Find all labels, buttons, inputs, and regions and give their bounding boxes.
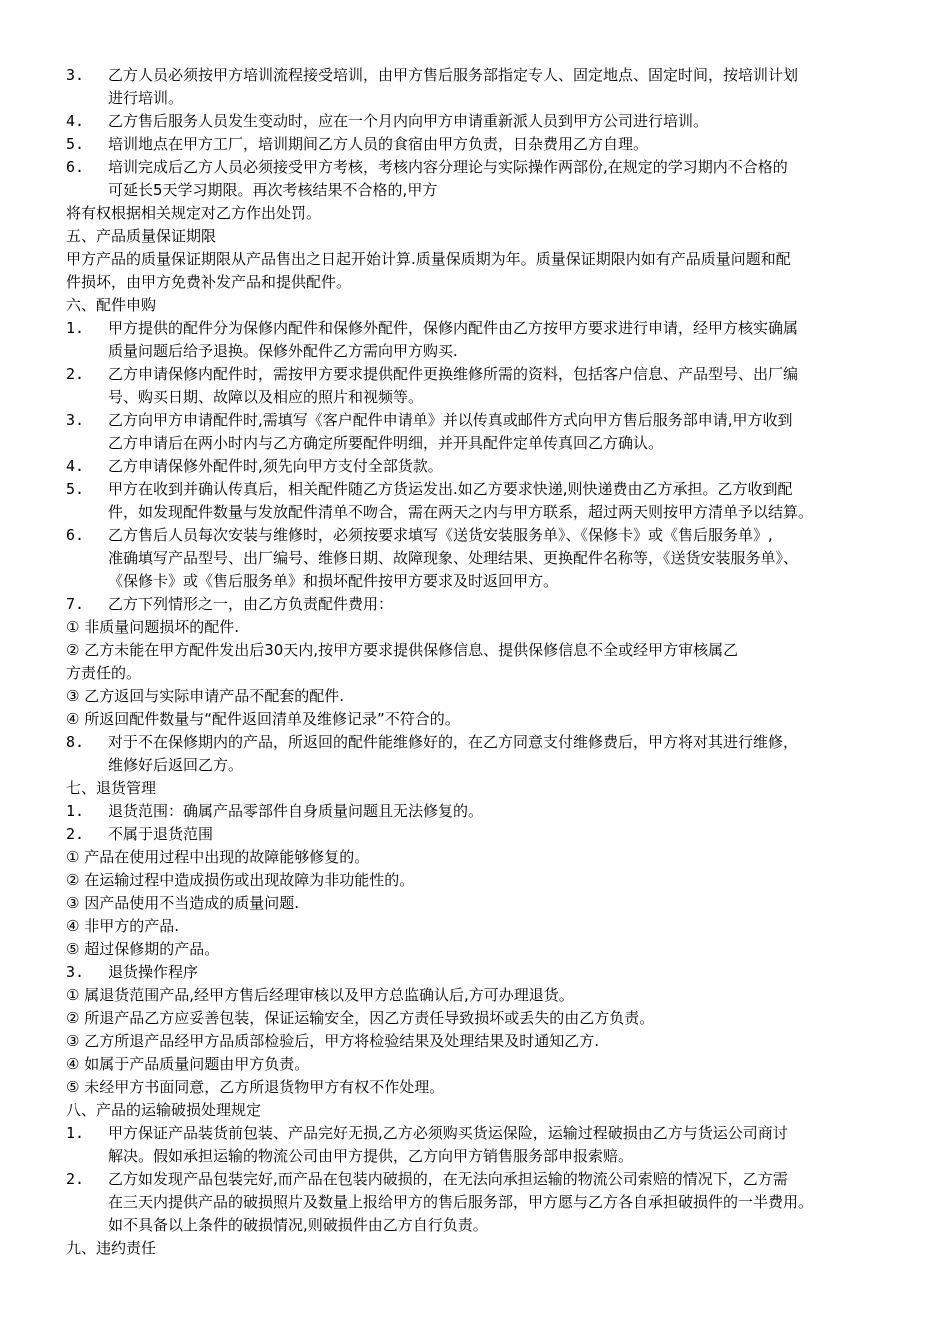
paragraph-line: ③ 乙方所退产品经甲方品质部检验后，甲方将检验结果及处理结果及时通知乙方. [66, 1032, 599, 1050]
paragraph-line: ③ 乙方返回与实际申请产品不配套的配件. [66, 687, 344, 705]
item-text [108, 1122, 896, 1168]
item-line: 可延长5天学习期限。再次考核结果不合格的,甲方 [108, 181, 438, 199]
numbered-item [66, 1122, 896, 1168]
item-line: 件，如发现配件数量与发放配件清单不吻合，需在两天之内与甲方联系，超过两天则按甲方清单予以结算。 [108, 503, 814, 521]
item-text [108, 593, 896, 616]
item-line: 乙方售后人员每次安装与维修时，必须按要求填写《送货安装服务单》、《保修卡》或《售后服务单》, [108, 526, 773, 544]
numbered-item [66, 64, 896, 110]
item-line: 《保修卡》或《售后服务单》和损坏配件按甲方要求及时返回甲方。 [108, 572, 559, 590]
item-line: 号、购买日期、故障以及相应的照片和视频等。 [108, 388, 424, 406]
item-line: 如不具备以上条件的破损情况,则破损件由乙方自行负责。 [108, 1216, 488, 1234]
item-text [108, 110, 896, 133]
item-line: 乙方人员必须按甲方培训流程接受培训，由甲方售后服务部指定专人、固定地点、固定时间，按培训计划 [108, 66, 799, 84]
item-number: 3. [66, 963, 85, 981]
numbered-item [66, 133, 896, 156]
paragraph-line: ② 在运输过程中造成损伤或出现故障为非功能性的。 [66, 871, 415, 889]
paragraph-line: ④ 如属于产品质量问题由甲方负责。 [66, 1055, 310, 1073]
item-text [108, 1168, 896, 1237]
item-line: 进行培训。 [108, 89, 184, 107]
paragraph-line: ④ 非甲方的产品. [66, 917, 179, 935]
item-number: 2. [66, 365, 85, 383]
item-number: 3. [66, 66, 85, 84]
item-number: 8. [66, 733, 85, 751]
item-number: 2. [66, 1170, 85, 1188]
item-text [108, 800, 896, 823]
item-line: 乙方售后服务人员发生变动时，应在一个月内向甲方申请重新派人员到甲方公司进行培训。 [108, 112, 709, 130]
item-text [108, 455, 896, 478]
item-line: 甲方在收到并确认传真后，相关配件随乙方货运发出.如乙方要求快递,则快递费由乙方承担。乙方收到配 [108, 480, 793, 498]
item-line: 乙方如发现产品包装完好,而产品在包装内破损的，在无法向承担运输的物流公司索赔的情况下，乙方需 [108, 1170, 788, 1188]
numbered-item [66, 800, 896, 823]
item-line: 在三天内提供产品的破损照片及数量上报给甲方的售后服务部，甲方愿与乙方各自承担破损件的一半费用。 [108, 1193, 814, 1211]
item-number: 4. [66, 112, 85, 130]
numbered-item [66, 1168, 896, 1237]
numbered-item [66, 731, 896, 777]
item-number: 4. [66, 457, 85, 475]
numbered-item [66, 409, 896, 455]
paragraph-line: ⑤ 超过保修期的产品。 [66, 940, 220, 958]
section-heading: 六、配件申购 [66, 296, 157, 314]
item-line: 退货范围：确属产品零部件自身质量问题且无法修复的。 [108, 802, 484, 820]
item-line: 解决。假如承担运输的物流公司由甲方提供，乙方向甲方销售服务部申报索赔。 [108, 1147, 634, 1165]
paragraph-line: ② 所退产品乙方应妥善包装，保证运输安全，因乙方责任导致损坏或丢失的由乙方负责。 [66, 1009, 655, 1027]
numbered-item [66, 156, 896, 202]
paragraph-line: ⑤ 未经甲方书面同意，乙方所退货物甲方有权不作处理。 [66, 1078, 445, 1096]
item-text [108, 961, 896, 984]
item-line: 乙方向甲方申请配件时,需填写《客户配件申请单》并以传真或邮件方式向甲方售后服务部申请,甲方收到 [108, 411, 793, 429]
paragraph-line: ① 产品在使用过程中出现的故障能够修复的。 [66, 848, 370, 866]
item-line: 退货操作程序 [108, 963, 199, 981]
item-text [108, 524, 896, 593]
paragraph-line: 将有权根据相关规定对乙方作出处罚。 [66, 204, 322, 222]
item-line: 乙方申请保修外配件时,须先向甲方支付全部货款。 [108, 457, 443, 475]
paragraph-line: ① 非质量问题损坏的配件. [66, 618, 239, 636]
item-number: 2. [66, 825, 85, 843]
item-line: 质量问题后给予退换。保修外配件乙方需向甲方购买. [108, 342, 458, 360]
numbered-item [66, 317, 896, 363]
item-line: 培训地点在甲方工厂，培训期间乙方人员的食宿由甲方负责，日杂费用乙方自理。 [108, 135, 649, 153]
item-text [108, 478, 896, 524]
item-text [108, 363, 896, 409]
item-number: 1. [66, 319, 85, 337]
item-line: 乙方申请保修内配件时，需按甲方要求提供配件更换维修所需的资料，包括客户信息、产品型号、出厂编 [108, 365, 799, 383]
paragraph-line: ④ 所返回配件数量与“配件返回清单及维修记录”不符合的。 [66, 710, 460, 728]
item-line: 维修好后返回乙方。 [108, 756, 244, 774]
paragraph-line: 甲方产品的质量保证期限从产品售出之日起开始计算.质量保质期为年。质量保证期限内如有产品质量问题和配 [66, 250, 791, 268]
document-page [66, 64, 896, 1260]
item-text [108, 64, 896, 110]
numbered-item [66, 823, 896, 846]
item-line: 不属于退货范围 [108, 825, 214, 843]
item-number: 3. [66, 411, 85, 429]
numbered-item [66, 455, 896, 478]
paragraph-line: 件损坏，由甲方免费补发产品和提供配件。 [66, 273, 352, 291]
item-line: 甲方提供的配件分为保修内配件和保修外配件，保修内配件由乙方按甲方要求进行申请，经甲方核实确属 [108, 319, 799, 337]
item-text [108, 731, 896, 777]
item-number: 5. [66, 135, 85, 153]
item-text [108, 317, 896, 363]
item-number: 1. [66, 802, 85, 820]
item-number: 5. [66, 480, 85, 498]
numbered-item [66, 524, 896, 593]
item-number: 6. [66, 526, 85, 544]
item-text [108, 133, 896, 156]
item-line: 对于不在保修期内的产品，所返回的配件能维修好的，在乙方同意支付维修费后，甲方将对其进行维修， [108, 733, 799, 751]
numbered-item [66, 961, 896, 984]
item-line: 乙方申请后在两小时内与乙方确定所要配件明细，并开具配件定单传真回乙方确认。 [108, 434, 664, 452]
item-text [108, 156, 896, 202]
item-number: 1. [66, 1124, 85, 1142]
item-line: 准确填写产品型号、出厂编号、维修日期、故障现象、处理结果、更换配件名称等，《送货安装服务单》、 [108, 549, 799, 567]
item-number: 6. [66, 158, 85, 176]
section-heading: 七、退货管理 [66, 779, 157, 797]
numbered-item [66, 593, 896, 616]
paragraph-line: ② 乙方未能在甲方配件发出后30天内,按甲方要求提供保修信息、提供保修信息不全或经甲方审核属乙 [66, 641, 739, 659]
item-text [108, 409, 896, 455]
paragraph-line: ③ 因产品使用不当造成的质量问题. [66, 894, 299, 912]
item-line: 甲方保证产品装货前包装、产品完好无损,乙方必须购买货运保险，运输过程破损由乙方与货运公司商讨 [108, 1124, 788, 1142]
section-heading: 九、违约责任 [66, 1239, 157, 1257]
paragraph-line: ① 属退货范围产品,经甲方售后经理审核以及甲方总监确认后,方可办理退货。 [66, 986, 574, 1004]
item-line: 乙方下列情形之一，由乙方负责配件费用： [108, 595, 394, 613]
numbered-item [66, 478, 896, 524]
section-heading: 八、产品的运输破损处理规定 [66, 1101, 262, 1119]
paragraph-line: 方责任的。 [66, 664, 142, 682]
item-text [108, 823, 896, 846]
item-number: 7. [66, 595, 85, 613]
numbered-item [66, 363, 896, 409]
section-heading: 五、产品质量保证期限 [66, 227, 217, 245]
numbered-item [66, 110, 896, 133]
item-line: 培训完成后乙方人员必须接受甲方考核，考核内容分理论与实际操作两部份,在规定的学习期内不合格的 [108, 158, 788, 176]
